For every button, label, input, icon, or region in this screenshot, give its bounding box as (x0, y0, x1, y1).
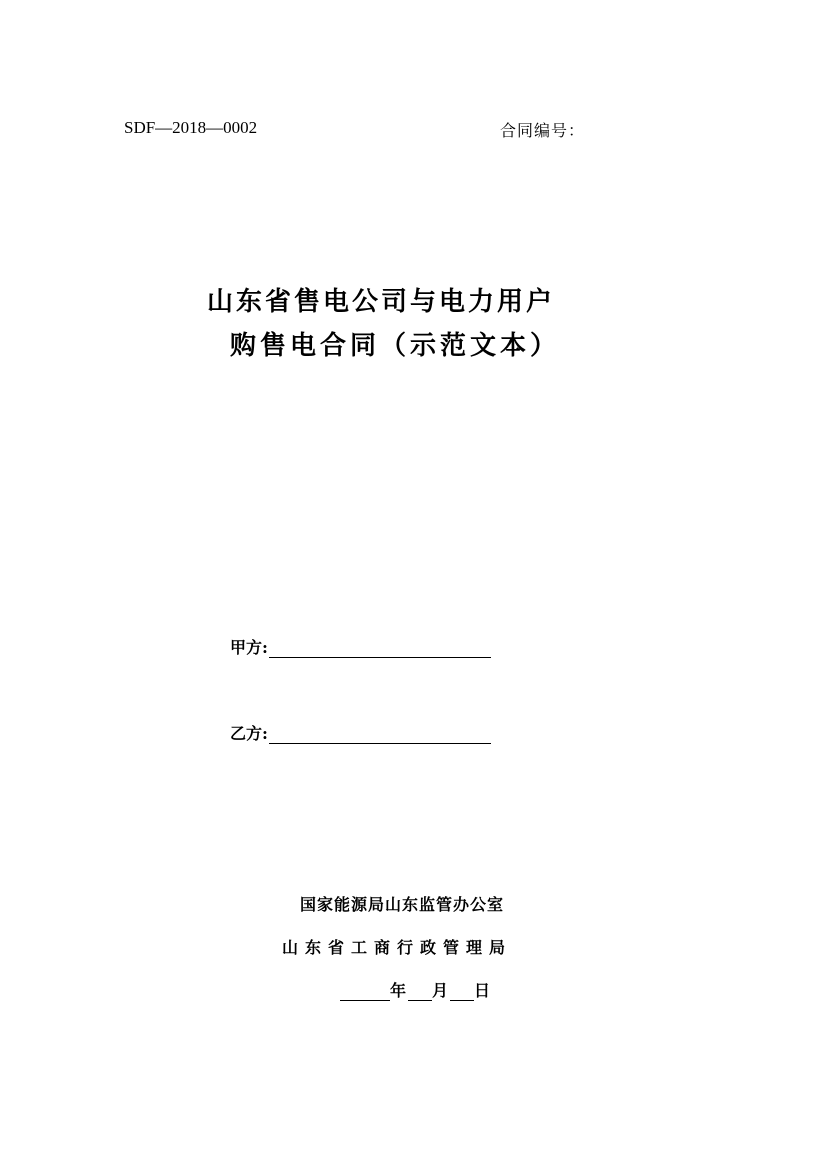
year-label: 年 (390, 981, 407, 1000)
party-a-label: 甲方: (230, 638, 268, 657)
party-a-row (230, 635, 491, 658)
issuer-org-1: 国家能源局山东监管办公室 (300, 895, 505, 914)
party-a-blank-line[interactable] (269, 638, 491, 658)
document-code: SDF—2018—0002 (124, 118, 258, 137)
issuer-org-2: 山东省工商行政管理局 (282, 938, 513, 957)
month-blank[interactable] (408, 982, 432, 1001)
party-b-blank-line[interactable] (269, 724, 491, 744)
party-b-row (230, 721, 491, 744)
day-blank[interactable] (450, 982, 474, 1001)
day-label: 日 (474, 981, 491, 1000)
title-line-1: 山东省售电公司与电力用户 (207, 287, 556, 317)
title-line-2: 购售电合同（示范文本） (230, 331, 561, 361)
contract-number-label: 合同编号： (500, 121, 586, 140)
year-blank[interactable] (340, 982, 390, 1001)
month-label: 月 (432, 981, 449, 1000)
date-line (340, 978, 490, 1001)
party-b-label: 乙方: (230, 724, 268, 743)
